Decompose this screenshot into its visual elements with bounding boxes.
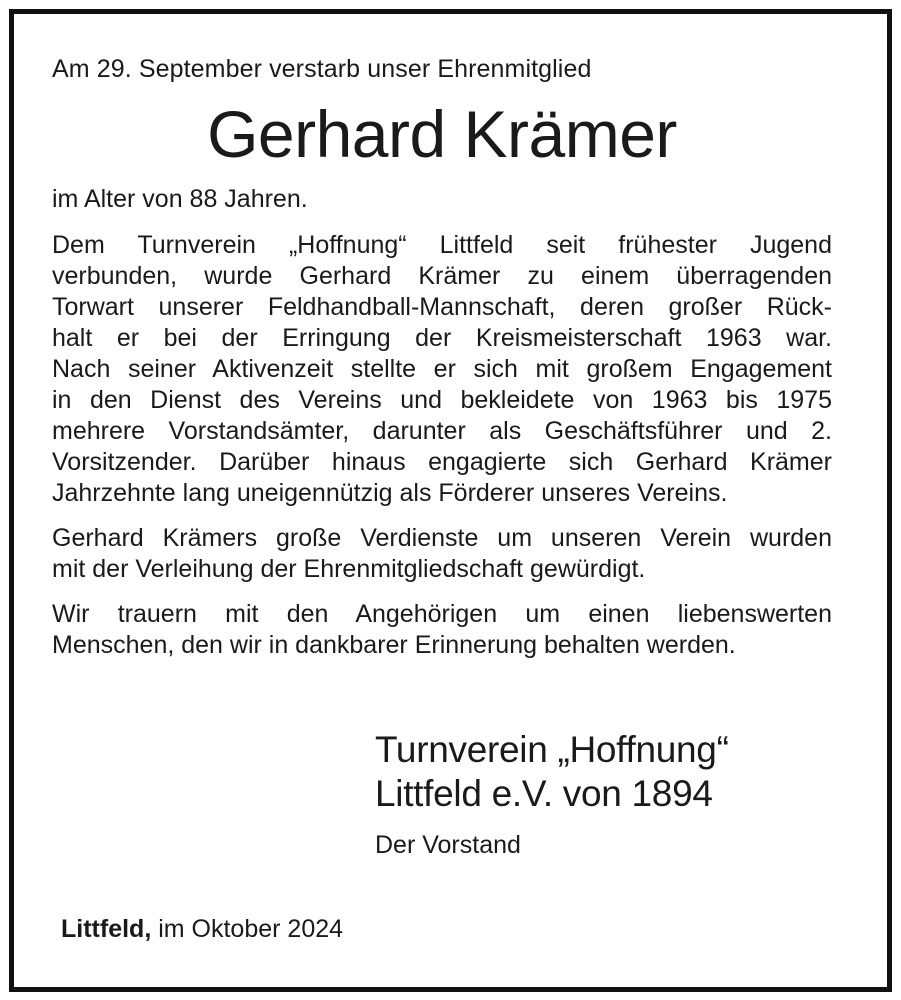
tribute-line: Nach seiner Aktivenzeit stellte er sich mit großem Engagement (52, 355, 832, 383)
club-name-line2: Littfeld e.V. von 1894 (375, 773, 713, 814)
place-name: Littfeld, (61, 915, 152, 943)
signature-block (375, 728, 729, 862)
deceased-name: Gerhard Krämer (207, 97, 677, 171)
tribute-line: Vorsitzender. Darüber hinaus engagierte sich Gerhard Krämer (52, 448, 832, 476)
club-name-line1: Turnverein „Hoffnung“ (375, 729, 729, 770)
place-date (61, 912, 343, 946)
intro-text: Am 29. September verstarb unser Ehrenmitglied (52, 55, 592, 83)
mourning-line: Menschen, den wir in dankbarer Erinnerung behalten werden. (52, 631, 736, 659)
tribute-line: in den Dienst des Vereins und bekleidete von 1963 bis 1975 (52, 386, 832, 414)
tribute-paragraph (52, 230, 832, 509)
tribute-line: halt er bei der Erringung der Kreismeisterschaft 1963 war. (52, 324, 832, 352)
date-text: im Oktober 2024 (158, 915, 344, 943)
board-label: Der Vorstand (375, 831, 521, 859)
tribute-line: Jahrzehnte lang uneigennützig als Förderer unseres Vereins. (52, 479, 728, 507)
tribute-line: Dem Turnverein „Hoffnung“ Littfeld seit frühester Jugend (52, 231, 832, 259)
merits-paragraph (52, 523, 832, 585)
tribute-line: mehrere Vorstandsämter, darunter als Geschäftsführer und 2. (52, 417, 832, 445)
merits-line: mit der Verleihung der Ehrenmitgliedschaft gewürdigt. (52, 555, 646, 583)
tribute-line: Torwart unserer Feldhandball-Mannschaft, deren großer Rück- (52, 293, 832, 321)
notice-body (52, 52, 832, 675)
age-text: im Alter von 88 Jahren. (52, 185, 308, 213)
tribute-line: verbunden, wurde Gerhard Krämer zu einem überragenden (52, 262, 832, 290)
mourning-paragraph (52, 599, 832, 661)
merits-line: Gerhard Krämers große Verdienste um unseren Verein wurden (52, 524, 832, 552)
mourning-line: Wir trauern mit den Angehörigen um einen liebenswerten (52, 600, 832, 628)
